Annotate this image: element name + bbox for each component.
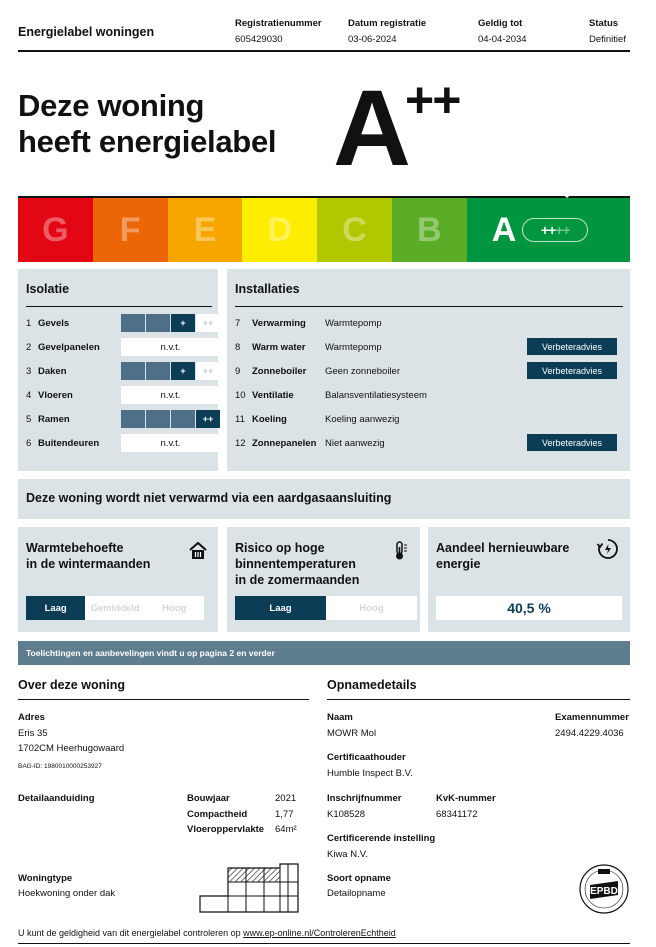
epbd-seal-icon [578,863,630,915]
renewable-title-line1: Aandeel hernieuwbare [436,541,570,555]
document-title: Energielabel woningen [18,25,155,39]
certifying-body: Kiwa N.V. [327,849,368,860]
scale-letter: E [193,210,217,249]
rating-cell [121,314,145,332]
floor-area-label: Vloeroppervlakte [187,824,265,835]
status-block [589,18,626,45]
scale-class-b [392,198,467,262]
house-type-value: Hoekwoning onder dak [18,888,116,899]
footer-text: U kunt de geldigheid van dit energielabel controleren op [18,928,244,938]
rating-cell: + [171,314,195,332]
overheat-risk-title [235,540,359,588]
isolation-row-gevelpanelen [26,338,212,356]
heat-demand-card [18,527,218,632]
row-name: Zonnepanelen [252,437,317,449]
energy-scale [18,196,630,262]
compactheid-label: Compactheid [187,809,248,820]
rating-cell [121,410,145,428]
row-value: Koeling aanwezig [325,413,400,425]
row-name: Vloeren [38,389,73,401]
scale-option-gemiddeld: Gemiddeld [90,602,140,614]
row-name: Daken [38,365,67,377]
installation-row-koeling [235,410,623,428]
scale-option-hoog: Hoog [162,602,187,614]
improvement-advice-button[interactable]: Verbeteradvies [527,434,617,451]
isolation-row-vloeren [26,386,212,404]
overheat-risk-scale [235,596,417,620]
certificate-holder: Humble Inspect B.V. [327,768,413,779]
address-line1: Eris 35 [18,728,48,739]
rating-cell: + [171,362,195,380]
rating-bar [121,410,220,428]
row-number: 5 [26,413,32,425]
scale-letter: D [267,210,293,249]
floor-area-value: 64m² [275,824,297,835]
status-label: Status [589,18,619,29]
installation-row-verwarming [235,314,623,332]
isolation-panel [18,269,218,471]
divider [18,943,630,944]
bouwjaar-value: 2021 [275,793,297,804]
renewable-share-value: 40,5 % [436,596,622,620]
scale-option-laag: Laag [26,596,85,620]
renewable-title [436,540,569,572]
scale-class-e [168,198,243,262]
row-name: Gevelpanelen [38,341,100,353]
divider [235,306,623,307]
rating-cell [121,362,145,380]
registration-number: 605429030 [235,34,283,45]
registration-number-label: Registratienummer [235,18,322,29]
rating-bar: n.v.t. [121,338,220,356]
scale-letter: F [119,210,141,249]
rating-bar [121,314,220,332]
bouwjaar-label: Bouwjaar [187,793,230,804]
scale-plus-pill [522,218,588,242]
divider [26,306,212,307]
rating-cell [146,314,170,332]
overheat-title-line3: in de zomermaanden [235,573,360,587]
plus-off: ++ [555,222,570,238]
row-name: Koeling [252,413,287,425]
scale-letter: A [491,210,517,249]
installation-row-ventilatie [235,386,623,404]
renewable-title-line2: energie [436,557,481,571]
scale-class-f [93,198,168,262]
isolation-row-buitendeuren [26,434,212,452]
heat-demand-title-line1: Warmtebehoefte [26,541,124,555]
valid-until: 04-04-2034 [478,34,527,45]
explanation-note: Toelichtingen en aanbevelingen vindt u op pagina 2 en verder [18,641,630,665]
installations-panel [227,269,630,471]
scale-class-a [467,198,630,262]
registration-no: K108528 [327,809,366,820]
registration-number-block [235,18,322,45]
heat-demand-scale [26,596,204,620]
row-name: Warm water [252,341,306,353]
scale-class-g [18,198,93,262]
row-number: 8 [235,341,241,353]
kvk-number: 68341172 [436,809,478,820]
kvk-label: KvK-nummer [436,793,496,804]
isolation-row-daken [26,362,212,380]
row-value: Warmtepomp [325,317,382,329]
row-number: 7 [235,317,241,329]
thermometer-icon [390,541,410,561]
house-heat-icon [188,541,208,561]
about-title: Over deze woning [18,678,125,692]
document-header [18,18,630,52]
gas-notice: Deze woning wordt niet verwarmd via een aardgasaansluiting [18,479,630,519]
rating-cell: ++ [196,362,220,380]
status-value: Definitief [589,34,626,45]
row-name: Ventilatie [252,389,294,401]
address-label: Adres [18,712,45,723]
valid-until-label: Geldig tot [478,18,523,29]
scale-class-c [317,198,392,262]
row-name: Gevels [38,317,70,329]
row-name: Verwarming [252,317,306,329]
house-type-icon [198,862,302,914]
heat-demand-title-line2: in de wintermaanden [26,557,151,571]
row-number: 10 [235,389,246,401]
registration-date: 03-06-2024 [348,34,397,45]
exam-number: 2494.4229.4036 [555,728,624,739]
rating-bar: n.v.t. [121,386,220,404]
row-number: 12 [235,437,246,449]
scale-letter: B [417,210,442,249]
energy-label-plus: ++ [405,72,460,128]
overheat-title-line1: Risico op hoge [235,541,325,555]
heat-demand-title [26,540,150,572]
isolation-row-gevels [26,314,212,332]
assessor-name: MOWR Mol [327,728,377,739]
scale-letter: G [42,210,69,249]
rating-bar [121,362,220,380]
house-type-label: Woningtype [18,873,73,884]
row-value: Geen zonneboiler [325,365,400,377]
divider [327,699,630,700]
scale-option-hoog: Hoog [359,602,384,614]
row-number: 11 [235,413,245,425]
headline-line1: Deze woning [18,88,205,123]
compactheid-value: 1,77 [275,809,294,820]
address-line2: 1702CM Heerhugowaard [18,743,125,754]
row-number: 9 [235,365,241,377]
row-number: 4 [26,389,32,401]
bag-id: BAG-ID: 1980010000253927 [18,763,102,770]
headline [18,88,276,160]
registration-date-label: Datum registratie [348,18,427,29]
rating-cell [146,410,170,428]
survey-type: Detailopname [327,888,386,899]
installation-row-zonneboiler [235,362,623,380]
improvement-advice-button[interactable]: Verbeteradvies [527,362,617,379]
row-value: Niet aanwezig [325,437,385,449]
headline-line2: heeft energielabel [18,124,277,159]
row-number: 2 [26,341,32,353]
overheat-risk-card [227,527,420,632]
registration-no-label: Inschrijfnummer [327,793,402,804]
footer [18,928,630,938]
valid-until-block [478,18,527,45]
installation-row-zonnepanelen [235,434,623,452]
certificate-holder-label: Certificaathouder [327,752,406,763]
scale-class-d [242,198,317,262]
renewable-card [428,527,630,632]
row-number: 3 [26,365,32,377]
rating-cell: ++ [196,314,220,332]
divider [18,699,309,700]
rating-cell: ++ [196,410,220,428]
installation-row-warm-water [235,338,623,356]
epbd-logo-text: EPBD [590,886,618,897]
registration-date-block [348,18,426,45]
rating-bar: n.v.t. [121,434,220,452]
row-value: Warmtepomp [325,341,382,353]
rating-cell [146,362,170,380]
row-value: Balansventilatiesysteem [325,389,427,401]
row-name: Ramen [38,413,70,425]
opname-title: Opnamedetails [327,678,417,692]
scale-option-laag: Laag [235,596,326,620]
installations-title: Installaties [235,282,300,296]
row-name: Zonneboiler [252,365,307,377]
survey-type-label: Soort opname [327,873,391,884]
energy-label-letter: A [333,67,409,188]
row-number: 1 [26,317,32,329]
exam-number-label: Examennummer [555,712,629,723]
rating-cell [171,410,195,428]
certifying-body-label: Certificerende instelling [327,833,436,844]
renewable-cycle-icon [596,537,620,561]
isolation-row-ramen [26,410,212,428]
assessor-name-label: Naam [327,712,353,723]
row-name: Buitendeuren [38,437,100,449]
isolation-title: Isolatie [26,282,70,296]
overheat-title-line2: binnentemperaturen [235,557,356,571]
improvement-advice-button[interactable]: Verbeteradvies [527,338,617,355]
row-number: 6 [26,437,32,449]
scale-pointer-icon [558,190,576,198]
scale-letter: C [342,210,367,249]
detail-label: Detailaanduiding [18,793,95,804]
plus-on: ++ [540,222,556,238]
verification-link[interactable]: www.ep-online.nl/ControlerenEchtheid [243,928,396,938]
